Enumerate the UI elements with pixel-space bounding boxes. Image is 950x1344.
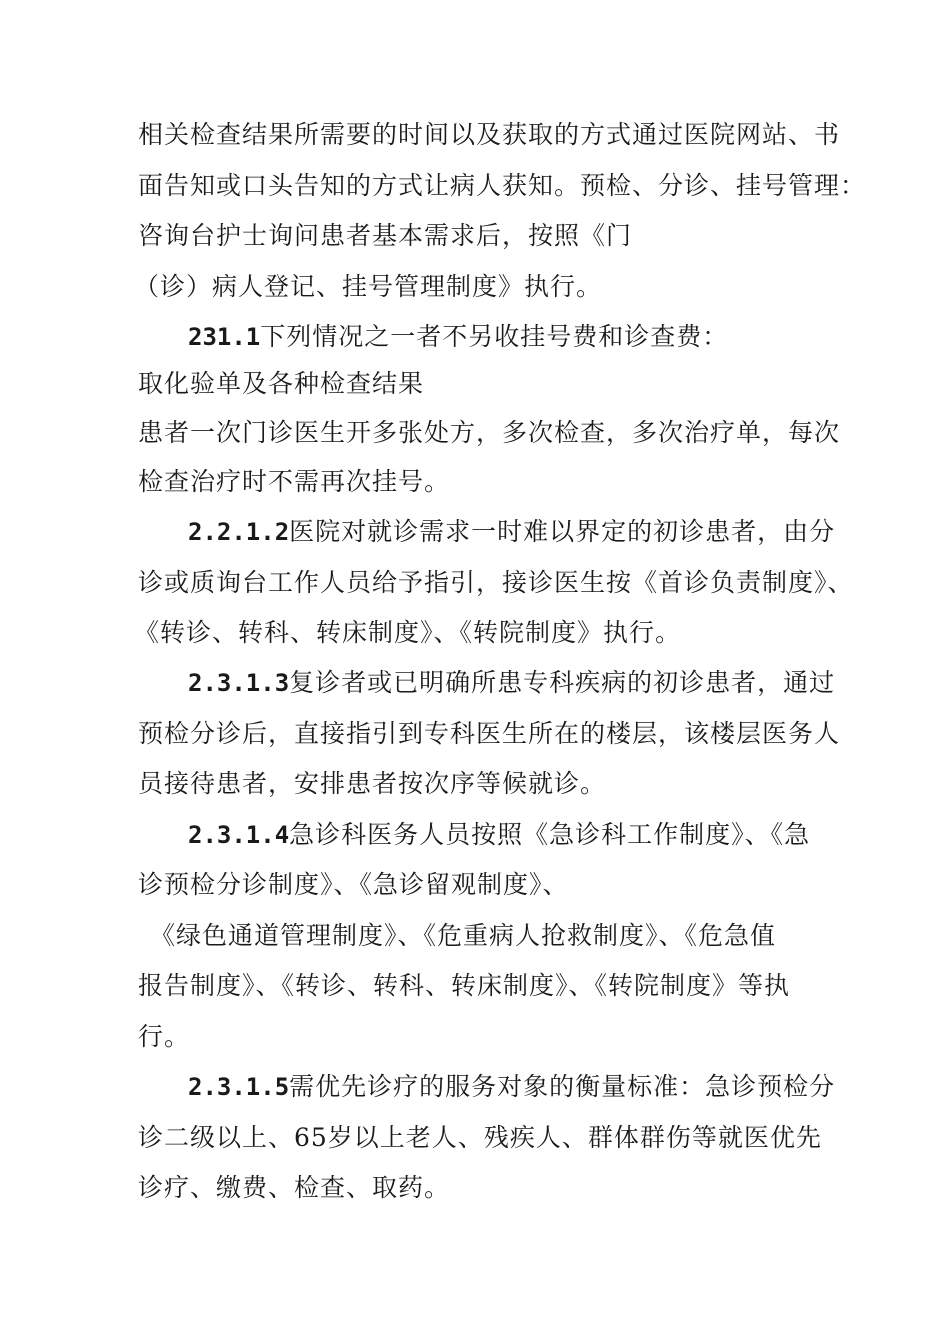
text-line: 相关检查结果所需要的时间以及获取的方式通过医院网站、书	[138, 120, 841, 149]
section-heading-line: 231.1下列情况之一者不另收挂号费和诊查费：	[188, 322, 729, 351]
text-line: 员接待患者，安排患者按次序等候就诊。	[138, 769, 607, 798]
section-number: 2.3.1.5	[188, 1073, 290, 1101]
text-line: 《转诊、转科、转床制度》、《转院制度》执行。	[134, 618, 682, 647]
section-number: 2.3.1.4	[188, 821, 290, 849]
text-line: 患者一次门诊医生开多张处方，多次检查，多次治疗单，每次	[138, 418, 841, 447]
text-line: （诊）病人登记、挂号管理制度》执行。	[134, 272, 603, 301]
text-line: 《绿色通道管理制度》、《危重病人抢救制度》、《危急值	[150, 921, 777, 950]
text-line: 取化验单及各种检查结果	[138, 369, 425, 398]
section-heading-line: 2.3.1.5需优先诊疗的服务对象的衡量标准：急诊预检分	[188, 1072, 836, 1101]
section-number: 2.2.1.2	[188, 518, 290, 546]
section-number: 231.1	[188, 323, 261, 351]
text-line: 诊二级以上、65岁以上老人、残疾人、群体群伤等就医优先	[138, 1123, 822, 1152]
section-number: 2.3.1.3	[188, 669, 290, 697]
text-line: 诊疗、缴费、检查、取药。	[138, 1173, 451, 1202]
text-line: 诊预检分诊制度》、《急诊留观制度》、	[138, 870, 569, 899]
text-line: 诊或质询台工作人员给予指引，接诊医生按《首诊负责制度》、	[138, 568, 854, 597]
text-line: 面告知或口头告知的方式让病人获知。预检、分诊、挂号管理：	[138, 171, 867, 200]
text-line: 预检分诊后，直接指引到专科医生所在的楼层，该楼层医务人	[138, 719, 841, 748]
section-heading-line: 2.3.1.4急诊科医务人员按照《急诊科工作制度》、《急	[188, 820, 811, 849]
text-line: 检查治疗时不需再次挂号。	[138, 467, 451, 496]
text-line: 咨询台护士询问患者基本需求后，按照《门	[138, 221, 633, 250]
section-heading-line: 2.2.1.2医院对就诊需求一时难以界定的初诊患者，由分	[188, 517, 836, 546]
text-line: 行。	[138, 1022, 191, 1051]
section-heading-line: 2.3.1.3复诊者或已明确所患专科疾病的初诊患者，通过	[188, 668, 836, 697]
text-line: 报告制度》、《转诊、转科、转床制度》、《转院制度》等执	[138, 971, 791, 1000]
